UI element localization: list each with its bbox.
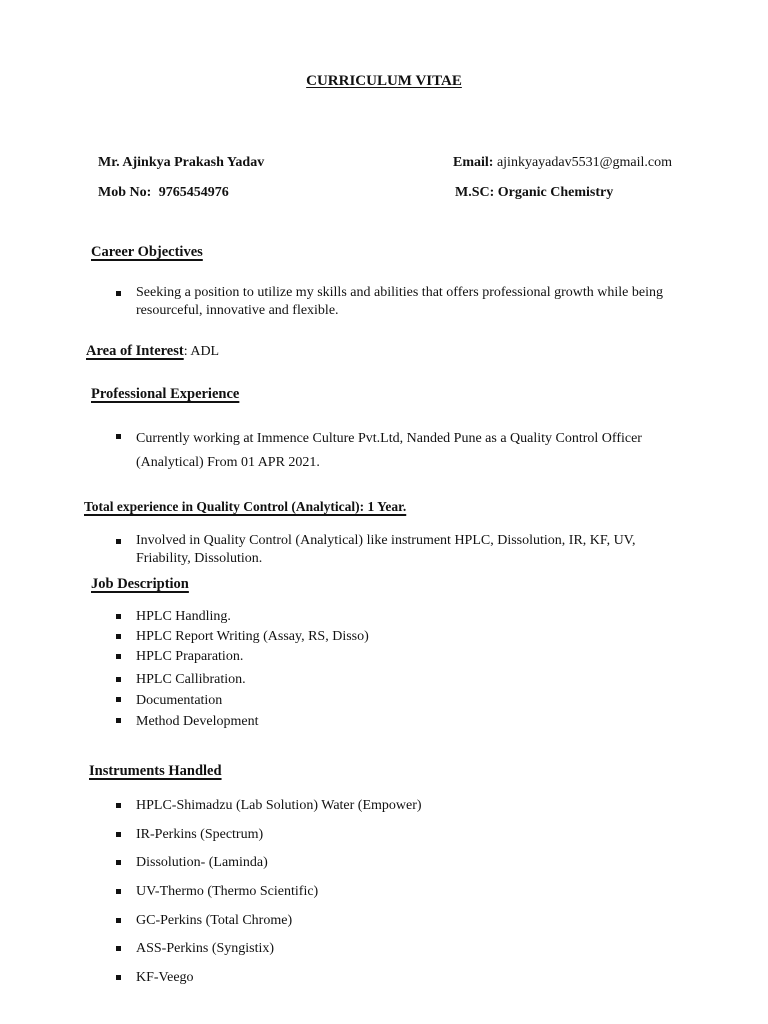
list-item: Involved in Quality Control (Analytical) like instrument HPLC, Dissolution, IR, KF, UV, Friability, Dissolution. [116, 532, 691, 568]
area-of-interest [86, 343, 219, 360]
qualification-label: M.SC: [455, 185, 495, 200]
list-item: HPLC Callibration. [116, 670, 516, 690]
list-item: Documentation [116, 690, 516, 711]
area-of-interest-label: Area of Interest [86, 343, 184, 359]
list-item: KF-Veego [116, 968, 566, 988]
instruments-handled-list [116, 796, 566, 988]
professional-experience-heading: Professional Experience [91, 386, 240, 402]
job-description-heading: Job Description [91, 576, 189, 592]
total-experience-heading: Total experience in Quality Control (Analytical): 1 Year. [84, 499, 407, 514]
instruments-handled-heading: Instruments Handled [89, 763, 222, 779]
list-item: GC-Perkins (Total Chrome) [116, 911, 566, 931]
career-objectives-list [116, 284, 676, 320]
mobile-value: 9765454976 [158, 185, 229, 200]
list-item: Method Development [116, 711, 516, 732]
qualification-row [455, 185, 613, 201]
list-item: HPLC-Shimadzu (Lab Solution) Water (Empower) [116, 796, 566, 816]
qualification-value: Organic Chemistry [497, 185, 614, 200]
page-title: CURRICULUM VITAE [306, 73, 462, 89]
list-item: IR-Perkins (Spectrum) [116, 825, 566, 845]
email-value: ajinkyayadav5531@gmail.com [496, 155, 672, 170]
list-item: HPLC Praparation. [116, 647, 516, 667]
job-description-list [116, 607, 516, 732]
experience-line-1: Currently working at Immence Culture Pvt.Ltd, Nanded Pune as a Quality Control Officer [136, 431, 642, 446]
mobile-row [98, 185, 229, 201]
experience-line-2: (Analytical) From 01 APR 2021. [136, 455, 320, 470]
list-item: Seeking a position to utilize my skills and abilities that offers professional growth while being resourceful, innovative and flexible. [116, 284, 676, 320]
email-row [453, 155, 672, 171]
list-item: HPLC Report Writing (Assay, RS, Disso) [116, 627, 516, 647]
area-of-interest-value: : ADL [183, 344, 220, 359]
list-item: ASS-Perkins (Syngistix) [116, 939, 566, 959]
mobile-label: Mob No: [98, 185, 152, 200]
total-experience-list [116, 532, 691, 568]
list-item [116, 427, 696, 475]
list-item: UV-Thermo (Thermo Scientific) [116, 882, 566, 902]
list-item: HPLC Handling. [116, 607, 516, 627]
email-label: Email: [453, 155, 494, 170]
professional-experience-list [116, 427, 696, 475]
career-objectives-heading: Career Objectives [91, 244, 203, 260]
list-item: Dissolution- (Laminda) [116, 853, 566, 873]
candidate-name: Mr. Ajinkya Prakash Yadav [98, 155, 265, 170]
